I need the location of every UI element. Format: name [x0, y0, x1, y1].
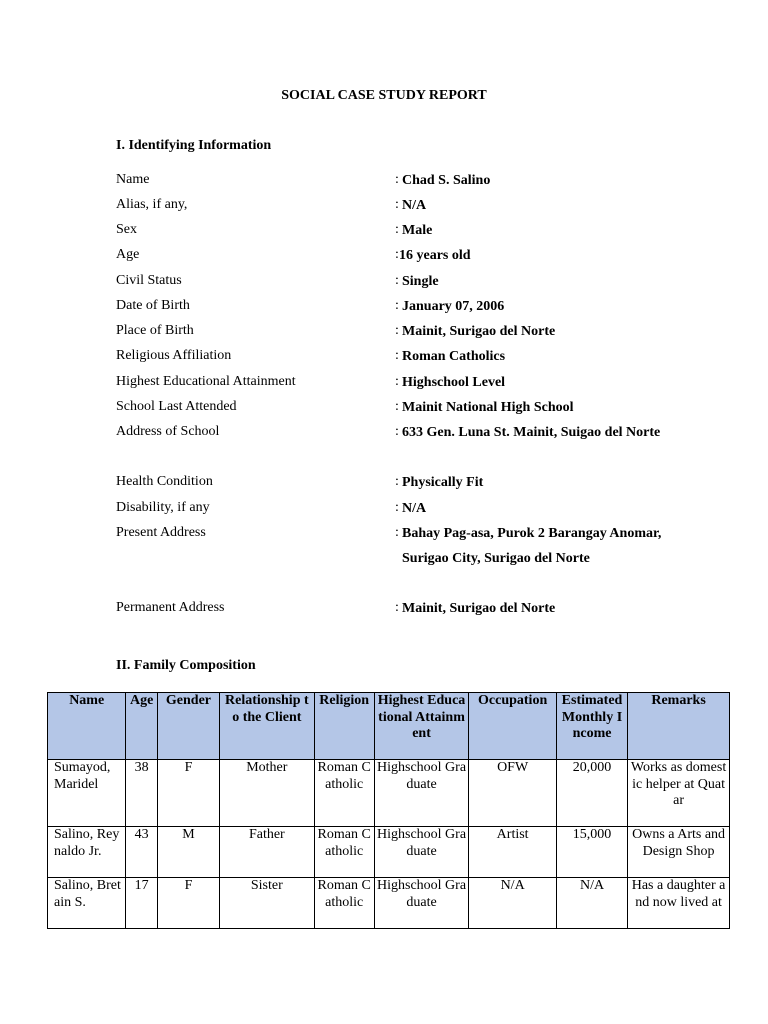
- column-header-remarks: Remarks: [628, 693, 730, 760]
- field-date-of-birth-label: Date of Birth: [116, 298, 190, 313]
- cell-occupation: OFW: [469, 760, 557, 827]
- field-alias-label: Alias, if any,: [116, 197, 188, 212]
- field-name-label: Name: [116, 172, 150, 187]
- section-family-composition-heading: II. Family Composition: [116, 658, 256, 673]
- table-header-row: [48, 693, 730, 760]
- field-school-last-attended-separator: :: [395, 399, 399, 414]
- column-header-religion: Religion: [314, 693, 374, 760]
- field-address-of-school-label: Address of School: [116, 424, 220, 439]
- field-address-of-school-separator: :: [395, 424, 399, 439]
- field-sex-value: Male: [402, 222, 433, 238]
- cell-gender: M: [157, 827, 219, 878]
- cell-occupation: N/A: [469, 878, 557, 929]
- field-name-value: Chad S. Salino: [402, 172, 491, 188]
- field-health-condition-value: Physically Fit: [402, 474, 484, 490]
- field-school-last-attended-label: School Last Attended: [116, 399, 237, 414]
- cell-educational-attainment: Highschool Graduate: [374, 878, 469, 929]
- column-header-relationship: Relationship to the Client: [220, 693, 315, 760]
- field-disability-value: N/A: [402, 500, 427, 516]
- section-identifying-information-heading: I. Identifying Information: [116, 138, 272, 153]
- cell-age: 17: [126, 878, 158, 929]
- field-educational-attainment-separator: :: [395, 374, 399, 389]
- field-health-condition-label: Health Condition: [116, 474, 213, 489]
- report-title: SOCIAL CASE STUDY REPORT: [281, 88, 487, 103]
- column-header-occupation: Occupation: [469, 693, 557, 760]
- field-place-of-birth-value: Mainit, Surigao del Norte: [402, 323, 556, 339]
- field-date-of-birth-separator: :: [395, 298, 399, 313]
- table-row: [48, 760, 730, 827]
- cell-educational-attainment: Highschool Graduate: [374, 827, 469, 878]
- cell-age: 38: [126, 760, 158, 827]
- field-age-separator: :: [395, 247, 399, 262]
- field-place-of-birth-separator: :: [395, 323, 399, 338]
- cell-monthly-income: 15,000: [556, 827, 627, 878]
- column-header-gender: Gender: [157, 693, 219, 760]
- cell-remarks: Works as domestic helper at Quatar: [628, 760, 730, 827]
- field-name-separator: :: [395, 172, 399, 187]
- field-educational-attainment-value: Highschool Level: [402, 374, 506, 390]
- field-present-address-label: Present Address: [116, 525, 206, 540]
- column-header-name: Name: [48, 693, 126, 760]
- field-sex-label: Sex: [116, 222, 137, 237]
- cell-age: 43: [126, 827, 158, 878]
- field-civil-status-value: Single: [402, 273, 439, 289]
- cell-remarks: Owns a Arts and Design Shop: [628, 827, 730, 878]
- field-permanent-address-value: Mainit, Surigao del Norte: [402, 600, 556, 616]
- column-header-age: Age: [126, 693, 158, 760]
- field-civil-status-label: Civil Status: [116, 273, 182, 288]
- cell-relationship: Father: [220, 827, 315, 878]
- field-alias-separator: :: [395, 197, 399, 212]
- field-age-label: Age: [116, 247, 140, 262]
- cell-name: Salino, Bretain S.: [48, 878, 126, 929]
- cell-monthly-income: 20,000: [556, 760, 627, 827]
- field-religious-affiliation-separator: :: [395, 348, 399, 363]
- field-date-of-birth-value: January 07, 2006: [402, 298, 505, 314]
- table-row: [48, 827, 730, 878]
- family-composition-table: [47, 692, 730, 929]
- cell-name: Sumayod, Maridel: [48, 760, 126, 827]
- field-civil-status-separator: :: [395, 273, 399, 288]
- column-header-monthly-income: Estimated Monthly Income: [556, 693, 627, 760]
- field-health-condition-separator: :: [395, 474, 399, 489]
- field-permanent-address-label: Permanent Address: [116, 600, 225, 615]
- field-present-address-value: Bahay Pag-asa, Purok 2 Barangay Anomar, Surigao City, Surigao del Norte: [402, 525, 662, 566]
- field-permanent-address-separator: :: [395, 600, 399, 615]
- cell-educational-attainment: Highschool Graduate: [374, 760, 469, 827]
- field-age-value: 16 years old: [399, 247, 471, 263]
- cell-relationship: Mother: [220, 760, 315, 827]
- field-present-address-separator: :: [395, 525, 399, 540]
- cell-name: Salino, Reynaldo Jr.: [48, 827, 126, 878]
- field-disability-separator: :: [395, 500, 399, 515]
- field-educational-attainment-label: Highest Educational Attainment: [116, 374, 296, 389]
- cell-religion: Roman Catholic: [314, 760, 374, 827]
- cell-religion: Roman Catholic: [314, 878, 374, 929]
- table-row: [48, 878, 730, 929]
- field-address-of-school-value: 633 Gen. Luna St. Mainit, Suigao del Norte: [402, 424, 661, 440]
- field-alias-value: N/A: [402, 197, 427, 213]
- cell-monthly-income: N/A: [556, 878, 627, 929]
- field-place-of-birth-label: Place of Birth: [116, 323, 194, 338]
- cell-remarks: Has a daughter and now lived at: [628, 878, 730, 929]
- field-school-last-attended-value: Mainit National High School: [402, 399, 574, 415]
- cell-relationship: Sister: [220, 878, 315, 929]
- field-sex-separator: :: [395, 222, 399, 237]
- field-religious-affiliation-label: Religious Affiliation: [116, 348, 232, 363]
- column-header-educational-attainment: Highest Educational Attainment: [374, 693, 469, 760]
- field-religious-affiliation-value: Roman Catholics: [402, 348, 506, 364]
- field-disability-label: Disability, if any: [116, 500, 210, 515]
- cell-religion: Roman Catholic: [314, 827, 374, 878]
- cell-gender: F: [157, 878, 219, 929]
- cell-gender: F: [157, 760, 219, 827]
- cell-occupation: Artist: [469, 827, 557, 878]
